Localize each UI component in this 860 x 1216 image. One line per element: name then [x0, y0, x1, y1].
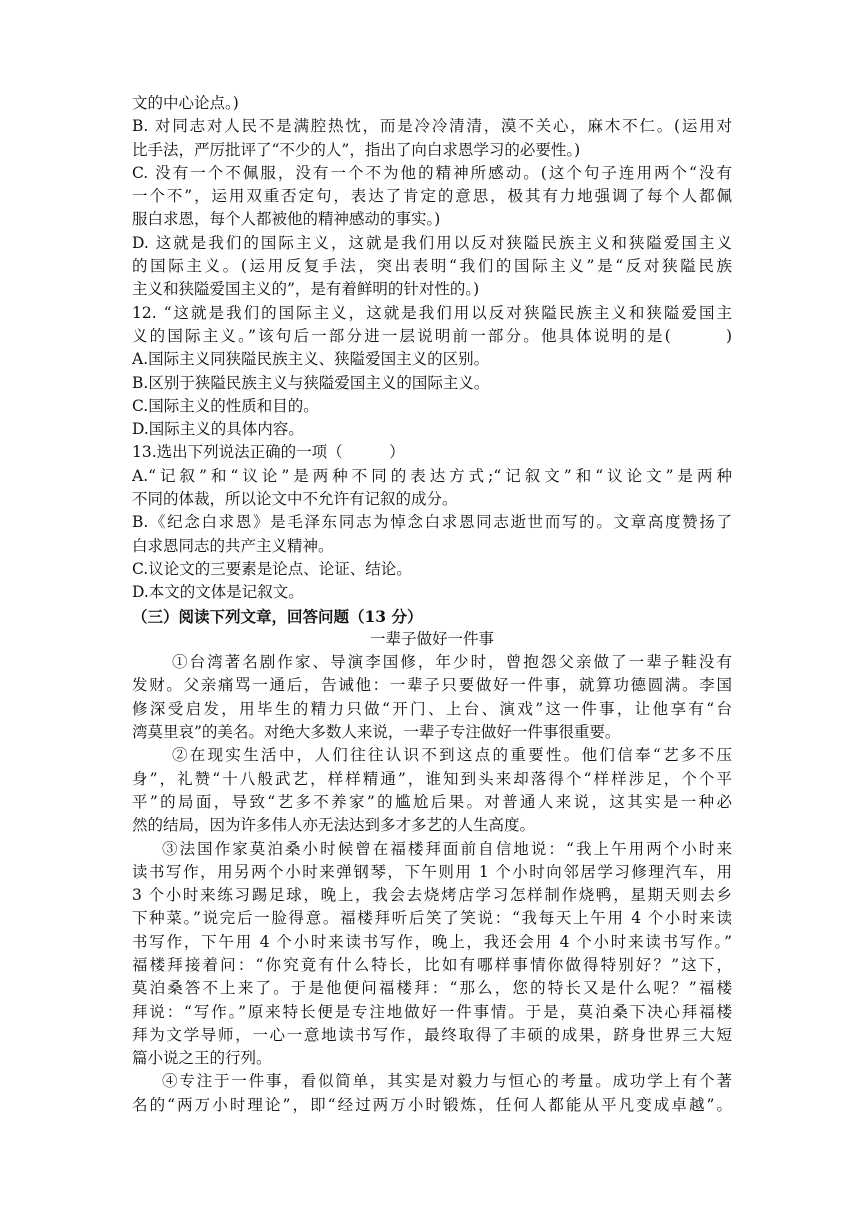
article-title: 一辈子做好一件事: [369, 629, 494, 648]
text-line: 3 个小时来练习踢足球，晚上，我会去烧烤店学习怎样制作烧鸭，星期天则去乡: [132, 886, 732, 905]
text-line: ④专注于一件事，看似简单，其实是对毅力与恒心的考量。成功学上有个著: [162, 1072, 732, 1091]
text-line: 不同的体裁，所以论文中不允许有记叙的成分。: [132, 490, 458, 509]
text-line: 然的结局，因为许多伟人亦无法达到多才多艺的人生高度。: [132, 816, 536, 835]
text-line: ③法国作家莫泊桑小时候曾在福楼拜面前自信地说：“我上午用两个小时来: [162, 839, 732, 858]
text-line: 湾莫里哀”的美名。对绝大多数人来说，一辈子专注做好一件事很重要。: [132, 723, 621, 742]
text-line: 篇小说之王的行列。: [132, 1049, 272, 1068]
text-line: D.国际主义的具体内容。: [132, 420, 304, 439]
text-line: 修深受启发，用毕生的精力只做“开门、上台、演戏”这一件事，让他享有“台: [132, 699, 732, 718]
text-line: 发财。父亲痛骂一通后，告诫他：一辈子只要做好一件事，就算功德圆满。李国: [132, 676, 732, 695]
text-line: 名的“两万小时理论”，即“经过两万小时锻炼，任何人都能从平凡变成卓越”。: [132, 1095, 732, 1114]
text-line: B.区别于狭隘民族主义与狭隘爱国主义的国际主义。: [132, 373, 490, 392]
text-line: 文的中心论点。): [132, 94, 239, 112]
text-line: A.国际主义同狭隘民族主义、狭隘爱国主义的区别。: [132, 350, 490, 369]
text-line: C. 没有一个不佩服，没有一个不为他的精神所感动。(这个句子连用两个“没有: [132, 163, 732, 182]
text-line: C.议论文的三要素是论点、论证、结论。: [132, 559, 412, 578]
text-line: B.《纪念白求恩》是毛泽东同志为悼念白求恩同志逝世而写的。文章高度赞扬了: [132, 513, 732, 532]
text-line: D.本文的文体是记叙文。: [132, 583, 304, 602]
text-line: 13.选出下列说法正确的一项（ ）: [132, 443, 405, 462]
text-line: 下种菜。”说完后一脸得意。福楼拜听后笑了笑说：“我每天上午用 4 个小时来读: [132, 909, 732, 928]
text-line: 义的国际主义。”该句后一部分进一层说明前一部分。他具体说明的是( ): [132, 326, 732, 345]
text-line: B. 对同志对人民不是满腔热忱，而是冷冷清清，漠不关心，麻木不仁。(运用对: [132, 117, 732, 136]
text-line: 身”，礼赞“十八般武艺，样样精通”，谁知到头来却落得个“样样涉足，个个平: [132, 769, 732, 788]
text-line: 平”的局面，导致“艺多不养家”的尴尬后果。对普通人来说，这其实是一种必: [132, 792, 732, 811]
text-line: 读书写作，用另两个小时来弹钢琴，下午则用 1 个小时向邻居学习修理汽车，用: [132, 862, 732, 881]
text-line: 12. “这就是我们的国际主义，这就是我们用以反对狭隘民族主义和狭隘爱国主: [132, 303, 732, 322]
text-line: 拜为文学导师，一心一意地读书写作，最终取得了丰硕的成果，跻身世界三大短: [132, 1025, 732, 1044]
text-line: ②在现实生活中，人们往往认识不到这点的重要性。他们信奉“艺多不压: [172, 746, 732, 765]
text-line: 莫泊桑答不上来了。于是他便问福楼拜：“那么，您的特长又是什么呢？”福楼: [132, 979, 732, 998]
text-line: 主义和狭隘爱国主义的”，是有着鲜明的针对性的。): [132, 280, 480, 299]
text-line: 一个不”，运用双重否定句，表达了肯定的意思，极其有力地强调了每个人都佩: [132, 187, 732, 206]
text-line: 拜说：“写作。”原来特长便是专注地做好一件事情。于是，莫泊桑下决心拜福楼: [132, 1002, 732, 1021]
section-heading: （三）阅读下列文章，回答问题（13 分）: [132, 606, 423, 626]
text-line: 服白求恩，每个人都被他的精神感动的事实。): [132, 210, 441, 229]
text-line: A.“记叙”和“议论”是两种不同的表达方式;“记叙文”和“议论文”是两种: [132, 466, 732, 485]
text-line: 福楼拜接着问：“你究竟有什么特长，比如有哪样事情你做得特别好？”这下，: [132, 955, 732, 974]
text-line: ①台湾著名剧作家、导演李国修，年少时，曾抱怨父亲做了一辈子鞋没有: [172, 653, 732, 672]
text-line: 比手法，严厉批评了“不少的人”，指出了向白求恩学习的必要性。): [132, 140, 581, 159]
text-line: 书写作，下午用 4 个小时来读书写作，晚上，我还会用 4 个小时来读书写作。”: [132, 932, 732, 951]
text-line: D. 这就是我们的国际主义，这就是我们用以反对狭隘民族主义和狭隘爱国主义: [132, 233, 732, 252]
text-line: 的国际主义。(运用反复手法，突出表明“我们的国际主义”是“反对狭隘民族: [132, 257, 732, 276]
document-body: [132, 92, 732, 1117]
text-line: 白求恩同志的共产主义精神。: [132, 536, 334, 555]
text-line: C.国际主义的性质和目的。: [132, 396, 319, 415]
